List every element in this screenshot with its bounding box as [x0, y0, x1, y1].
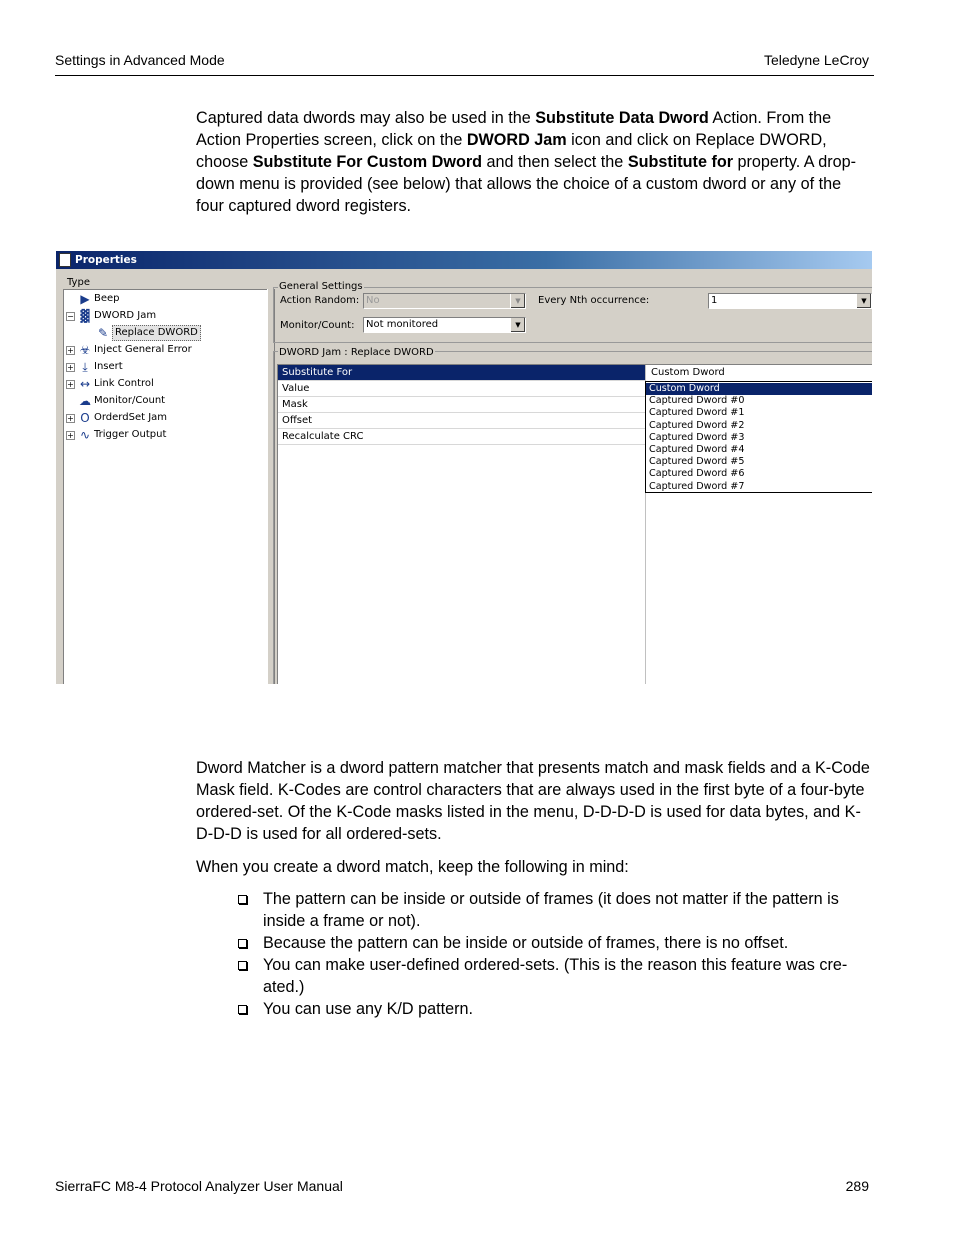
link-control-icon: ↔: [79, 377, 91, 391]
footer-manual-title: SierraFC M8-4 Protocol Analyzer User Manual: [55, 1178, 343, 1194]
dropdown-option[interactable]: Captured Dword #1: [649, 407, 745, 419]
tree-item-label: Link Control: [94, 378, 154, 389]
checkbox-bullet-icon: [238, 1005, 247, 1014]
insert-icon: ⤓: [82, 360, 88, 374]
dropdown-option[interactable]: Captured Dword #7: [649, 480, 745, 492]
keep-in-mind-paragraph: When you create a dword match, keep the following in mind:: [196, 858, 629, 876]
bullet-text: The pattern can be inside or outside of frames (it does not matter if the pattern is inside a frame or not).: [263, 890, 839, 930]
orderedset-jam-icon: O: [80, 411, 90, 425]
checkbox-bullet-icon: [238, 939, 247, 948]
dword-matcher-paragraph: Dword Matcher is a dword pattern matcher that presents match and mask fields and a K-Code Mask field. K-Codes are control characters that are always used in the first byte of a four-byte ordered-set. Of the K-Code masks listed in the menu, D-D-D-D is used for data bytes, and K-D-D-D is used for all ordered-sets.: [196, 759, 870, 843]
tree-item[interactable]: [64, 427, 264, 443]
expand-icon[interactable]: +: [67, 346, 74, 355]
chevron-down-icon[interactable]: ▼: [510, 318, 525, 332]
dword-jam-icon: ▓: [80, 309, 90, 323]
tree-item[interactable]: [64, 376, 264, 392]
dropdown-option[interactable]: Captured Dword #0: [649, 395, 745, 407]
header-rule: [55, 75, 874, 76]
tree-item-label: Monitor/Count: [94, 395, 166, 406]
dropdown-option[interactable]: Captured Dword #5: [649, 456, 745, 468]
dropdown-option[interactable]: Captured Dword #2: [649, 419, 745, 431]
chevron-down-icon[interactable]: ▼: [856, 294, 871, 308]
expand-icon[interactable]: +: [67, 414, 74, 423]
action-type-tree[interactable]: [63, 289, 269, 684]
bullet-text: You can use any K/D pattern.: [263, 1000, 473, 1018]
replace-dword-icon: ✎: [97, 326, 109, 340]
running-header-brand: Teledyne LeCroy: [763, 52, 869, 68]
action-random-select: No ▼: [363, 293, 526, 309]
substitute-for-dropdown[interactable]: [645, 381, 872, 493]
checkbox-bullet-icon: [238, 895, 247, 904]
tree-item[interactable]: [64, 342, 264, 358]
monitor-count-icon: ☁: [79, 394, 91, 408]
bullet-item: [236, 954, 872, 998]
dropdown-option[interactable]: Captured Dword #4: [649, 444, 745, 455]
tree-item[interactable]: [64, 325, 264, 341]
page-number: 289: [845, 1178, 869, 1194]
expand-icon[interactable]: +: [67, 431, 74, 440]
type-label: Type: [67, 277, 90, 288]
properties-window-screenshot: [56, 251, 872, 684]
checkbox-bullet-icon: [238, 961, 247, 970]
property-row[interactable]: Value: [278, 381, 645, 397]
bullet-list: [236, 888, 872, 1020]
dropdown-option[interactable]: Custom Dword: [646, 383, 872, 395]
tree-item[interactable]: [64, 291, 264, 307]
bullet-text: You can make user-defined ordered-sets. (This is the reason this feature was cre-ated.): [263, 956, 848, 996]
window-title: Properties: [75, 254, 137, 266]
every-nth-label: Every Nth occurrence:: [538, 295, 650, 306]
monitor-count-select[interactable]: Not monitored ▼: [363, 317, 526, 333]
intro-paragraph: Captured data dwords may also be used in the Substitute Data Dword Action. From the Action Properties screen, click on the DWORD Jam icon and click on Replace DWORD, choose Substitute For Custom Dword and then select the Substitute for property. A drop-down menu is provided (see below) that allows the choice of a custom dword or any of the four captured dword registers.: [196, 109, 857, 215]
tree-item-label: Trigger Output: [94, 429, 167, 440]
speaker-icon: ▶: [80, 292, 90, 306]
expand-icon[interactable]: +: [67, 380, 74, 389]
property-row[interactable]: Offset: [278, 413, 645, 429]
tree-item[interactable]: [64, 410, 264, 426]
property-row[interactable]: Mask: [278, 397, 645, 413]
tree-item[interactable]: [64, 308, 264, 324]
window-titlebar: [56, 251, 872, 269]
every-nth-select[interactable]: 1 ▼: [708, 293, 872, 309]
bullet-item: [236, 932, 872, 954]
window-app-icon: [59, 253, 71, 267]
action-random-label: Action Random:: [280, 295, 360, 306]
tree-item-label: Inject General Error: [94, 344, 192, 355]
tree-item-label: Replace DWORD: [112, 325, 201, 341]
tree-item[interactable]: [64, 359, 264, 375]
tree-item-label: Insert: [94, 361, 123, 372]
tree-item[interactable]: [64, 393, 264, 409]
chevron-down-icon: ▼: [510, 294, 525, 308]
general-settings-title: General Settings: [279, 281, 363, 292]
property-row[interactable]: Recalculate CRC: [278, 429, 645, 445]
property-row[interactable]: Substitute For: [278, 365, 645, 381]
trigger-output-icon: ∿: [79, 428, 91, 442]
dropdown-option[interactable]: Captured Dword #6: [649, 468, 745, 480]
collapse-icon[interactable]: −: [67, 312, 74, 321]
dropdown-option[interactable]: Captured Dword #3: [649, 431, 745, 443]
tree-item-label: DWORD Jam: [94, 310, 157, 321]
dword-jam-title: DWORD Jam : Replace DWORD: [279, 347, 434, 358]
monitor-count-label: Monitor/Count:: [280, 320, 355, 331]
bullet-text: Because the pattern can be inside or outside of frames, there is no offset.: [263, 934, 789, 952]
running-header-section: Settings in Advanced Mode: [55, 52, 225, 68]
substitute-for-value[interactable]: Custom Dword: [651, 367, 725, 378]
tree-item-label: OrderdSet Jam: [94, 412, 168, 423]
expand-icon[interactable]: +: [67, 363, 74, 372]
bullet-item: [236, 888, 872, 932]
bullet-item: [236, 998, 872, 1020]
inject-error-icon: ☣: [79, 343, 91, 357]
tree-item-label: Beep: [94, 293, 120, 304]
